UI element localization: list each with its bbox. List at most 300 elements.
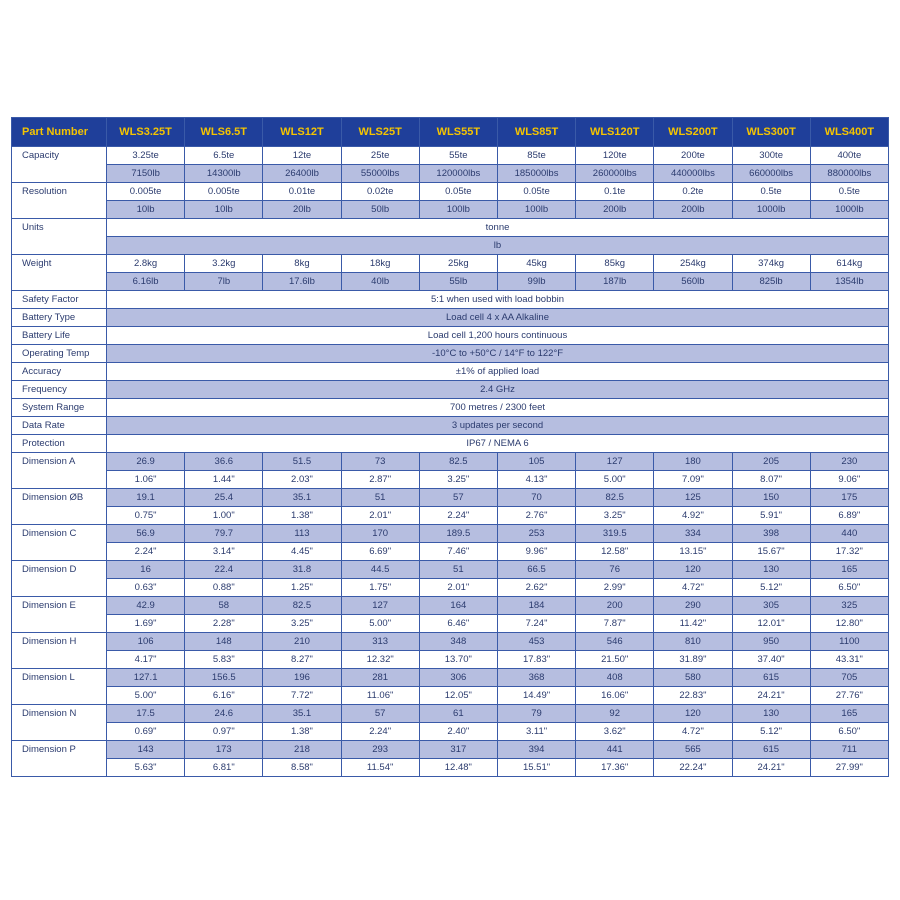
spanning-value-cell: Load cell 4 x AA Alkaline [107,309,889,327]
value-cell: 1000lb [810,201,888,219]
value-cell: 306 [419,669,497,687]
value-cell: 2.99" [576,579,654,597]
value-cell: 14.49" [497,687,575,705]
value-cell: 660000lbs [732,165,810,183]
value-cell: 1.25" [263,579,341,597]
value-cell: 180 [654,453,732,471]
value-cell: 1.69" [107,615,185,633]
value-cell: 1.38" [263,723,341,741]
value-cell: 170 [341,525,419,543]
value-cell: 230 [810,453,888,471]
value-cell: 11.42" [654,615,732,633]
value-cell: 27.99" [810,759,888,777]
value-cell: 3.62" [576,723,654,741]
value-cell: 453 [497,633,575,651]
value-cell: 13.15" [654,543,732,561]
value-cell: 12.80" [810,615,888,633]
value-cell: 950 [732,633,810,651]
table-row [12,219,889,237]
value-cell: 0.005te [185,183,263,201]
value-cell: 711 [810,741,888,759]
value-cell: 5.00" [107,687,185,705]
value-cell: 35.1 [263,489,341,507]
row-label: System Range [12,399,107,417]
value-cell: 45kg [497,255,575,273]
value-cell: 164 [419,597,497,615]
value-cell: 44.5 [341,561,419,579]
value-cell: 3.25" [263,615,341,633]
value-cell: 7.46" [419,543,497,561]
value-cell: 127.1 [107,669,185,687]
value-cell: 82.5 [263,597,341,615]
value-cell: 25kg [419,255,497,273]
column-header: WLS6.5T [185,118,263,147]
value-cell: 12.01" [732,615,810,633]
value-cell: 254kg [654,255,732,273]
table-row [12,507,889,525]
table-row [12,615,889,633]
value-cell: 42.9 [107,597,185,615]
value-cell: 1.38" [263,507,341,525]
value-cell: 3.25" [576,507,654,525]
value-cell: 57 [341,705,419,723]
value-cell: 185000lbs [497,165,575,183]
value-cell: 5.63" [107,759,185,777]
value-cell: 6.50" [810,579,888,597]
value-cell: 120000lbs [419,165,497,183]
table-header [12,118,889,147]
value-cell: 374kg [732,255,810,273]
value-cell: 100lb [497,201,575,219]
value-cell: 14300lb [185,165,263,183]
row-label: Dimension A [12,453,107,489]
value-cell: 31.89" [654,651,732,669]
value-cell: 5.91" [732,507,810,525]
table-row [12,669,889,687]
value-cell: 55te [419,147,497,165]
table-row [12,147,889,165]
value-cell: 11.06" [341,687,419,705]
value-cell: 17.32" [810,543,888,561]
row-label: Data Rate [12,417,107,435]
table-row [12,705,889,723]
value-cell: 173 [185,741,263,759]
value-cell: 79.7 [185,525,263,543]
row-label: Dimension H [12,633,107,669]
value-cell: 0.01te [263,183,341,201]
value-cell: 218 [263,741,341,759]
value-cell: 24.6 [185,705,263,723]
value-cell: 8.58" [263,759,341,777]
value-cell: 7.87" [576,615,654,633]
value-cell: 334 [654,525,732,543]
value-cell: 200lb [576,201,654,219]
table-row [12,417,889,435]
row-label: Accuracy [12,363,107,381]
value-cell: 810 [654,633,732,651]
row-label: Dimension D [12,561,107,597]
value-cell: 82.5 [576,489,654,507]
value-cell: 2.76" [497,507,575,525]
value-cell: 441 [576,741,654,759]
value-cell: 7.72" [263,687,341,705]
value-cell: 127 [341,597,419,615]
value-cell: 6.46" [419,615,497,633]
value-cell: 8kg [263,255,341,273]
row-label: Battery Life [12,327,107,345]
spanning-value-cell: tonne [107,219,889,237]
spanning-value-cell: 700 metres / 2300 feet [107,399,889,417]
value-cell: 2.24" [107,543,185,561]
value-cell: 100lb [419,201,497,219]
value-cell: 143 [107,741,185,759]
value-cell: 880000lbs [810,165,888,183]
value-cell: 0.5te [810,183,888,201]
row-label: Resolution [12,183,107,219]
value-cell: 76 [576,561,654,579]
value-cell: 6.50" [810,723,888,741]
value-cell: 127 [576,453,654,471]
column-header: WLS25T [341,118,419,147]
value-cell: 546 [576,633,654,651]
value-cell: 9.96" [497,543,575,561]
spanning-value-cell: 5:1 when used with load bobbin [107,291,889,309]
table-row [12,399,889,417]
table-row [12,525,889,543]
column-header: WLS3.25T [107,118,185,147]
value-cell: 5.12" [732,723,810,741]
column-header: WLS400T [810,118,888,147]
value-cell: 150 [732,489,810,507]
value-cell: 0.5te [732,183,810,201]
value-cell: 120 [654,705,732,723]
value-cell: 58 [185,597,263,615]
value-cell: 85kg [576,255,654,273]
value-cell: 51 [341,489,419,507]
value-cell: 0.88" [185,579,263,597]
value-cell: 6.16lb [107,273,185,291]
table-row [12,489,889,507]
value-cell: 18kg [341,255,419,273]
value-cell: 17.83" [497,651,575,669]
value-cell: 184 [497,597,575,615]
value-cell: 5.12" [732,579,810,597]
value-cell: 368 [497,669,575,687]
value-cell: 4.72" [654,723,732,741]
value-cell: 6.5te [185,147,263,165]
table-row [12,579,889,597]
value-cell: 210 [263,633,341,651]
value-cell: 440000lbs [654,165,732,183]
table-row [12,453,889,471]
value-cell: 0.05te [419,183,497,201]
value-cell: 2.03" [263,471,341,489]
value-cell: 36.6 [185,453,263,471]
row-label: Capacity [12,147,107,183]
value-cell: 12.58" [576,543,654,561]
value-cell: 348 [419,633,497,651]
value-cell: 2.28" [185,615,263,633]
value-cell: 0.02te [341,183,419,201]
value-cell: 440 [810,525,888,543]
table-row [12,201,889,219]
row-label: Dimension ØB [12,489,107,525]
value-cell: 51.5 [263,453,341,471]
value-cell: 305 [732,597,810,615]
value-cell: 565 [654,741,732,759]
value-cell: 16 [107,561,185,579]
row-label: Dimension E [12,597,107,633]
value-cell: 7.09" [654,471,732,489]
row-label: Dimension P [12,741,107,777]
table-row [12,471,889,489]
value-cell: 0.69" [107,723,185,741]
value-cell: 40lb [341,273,419,291]
value-cell: 175 [810,489,888,507]
value-cell: 79 [497,705,575,723]
value-cell: 6.69" [341,543,419,561]
table-row [12,687,889,705]
value-cell: 25te [341,147,419,165]
value-cell: 260000lbs [576,165,654,183]
value-cell: 50lb [341,201,419,219]
value-cell: 290 [654,597,732,615]
column-header: WLS120T [576,118,654,147]
value-cell: 3.2kg [185,255,263,273]
spanning-value-cell: -10°C to +50°C / 14°F to 122°F [107,345,889,363]
value-cell: 0.63" [107,579,185,597]
value-cell: 70 [497,489,575,507]
value-cell: 4.45" [263,543,341,561]
spanning-value-cell: 2.4 GHz [107,381,889,399]
column-header: WLS55T [419,118,497,147]
value-cell: 15.67" [732,543,810,561]
value-cell: 56.9 [107,525,185,543]
value-cell: 16.06" [576,687,654,705]
value-cell: 22.83" [654,687,732,705]
value-cell: 4.13" [497,471,575,489]
table-body [12,147,889,777]
value-cell: 313 [341,633,419,651]
header-row [12,118,889,147]
value-cell: 12.32" [341,651,419,669]
value-cell: 2.01" [341,507,419,525]
table-row [12,741,889,759]
value-cell: 82.5 [419,453,497,471]
value-cell: 21.50" [576,651,654,669]
table-row [12,381,889,399]
value-cell: 130 [732,561,810,579]
row-label: Battery Type [12,309,107,327]
value-cell: 614kg [810,255,888,273]
spanning-value-cell: ±1% of applied load [107,363,889,381]
table-row [12,183,889,201]
value-cell: 8.27" [263,651,341,669]
column-header: WLS85T [497,118,575,147]
value-cell: 12.05" [419,687,497,705]
value-cell: 580 [654,669,732,687]
value-cell: 398 [732,525,810,543]
value-cell: 2.87" [341,471,419,489]
value-cell: 165 [810,705,888,723]
value-cell: 200te [654,147,732,165]
value-cell: 1.44" [185,471,263,489]
value-cell: 2.8kg [107,255,185,273]
value-cell: 293 [341,741,419,759]
table-row [12,597,889,615]
value-cell: 253 [497,525,575,543]
value-cell: 0.1te [576,183,654,201]
table-row [12,435,889,453]
value-cell: 26400lb [263,165,341,183]
value-cell: 8.07" [732,471,810,489]
spanning-value-cell: 3 updates per second [107,417,889,435]
column-header: WLS300T [732,118,810,147]
value-cell: 325 [810,597,888,615]
spec-table [11,117,889,777]
value-cell: 17.6lb [263,273,341,291]
value-cell: 200lb [654,201,732,219]
value-cell: 0.75" [107,507,185,525]
value-cell: 99lb [497,273,575,291]
value-cell: 24.21" [732,687,810,705]
value-cell: 92 [576,705,654,723]
table-row [12,363,889,381]
value-cell: 165 [810,561,888,579]
value-cell: 408 [576,669,654,687]
value-cell: 35.1 [263,705,341,723]
value-cell: 66.5 [497,561,575,579]
value-cell: 51 [419,561,497,579]
table-row [12,291,889,309]
value-cell: 27.76" [810,687,888,705]
table-row [12,345,889,363]
row-label: Operating Temp [12,345,107,363]
value-cell: 7150lb [107,165,185,183]
table-row [12,633,889,651]
column-header: WLS12T [263,118,341,147]
value-cell: 615 [732,741,810,759]
value-cell: 300te [732,147,810,165]
value-cell: 0.05te [497,183,575,201]
value-cell: 85te [497,147,575,165]
table-row [12,273,889,291]
row-label: Dimension L [12,669,107,705]
value-cell: 2.24" [419,507,497,525]
row-label: Units [12,219,107,255]
row-label: Dimension C [12,525,107,561]
value-cell: 281 [341,669,419,687]
value-cell: 22.4 [185,561,263,579]
value-cell: 20lb [263,201,341,219]
value-cell: 43.31" [810,651,888,669]
spanning-value-cell: Load cell 1,200 hours continuous [107,327,889,345]
value-cell: 1.00" [185,507,263,525]
value-cell: 55000lbs [341,165,419,183]
value-cell: 0.2te [654,183,732,201]
value-cell: 200 [576,597,654,615]
table-row [12,237,889,255]
value-cell: 25.4 [185,489,263,507]
value-cell: 19.1 [107,489,185,507]
table-row [12,723,889,741]
value-cell: 24.21" [732,759,810,777]
value-cell: 187lb [576,273,654,291]
spanning-value-cell: lb [107,237,889,255]
value-cell: 17.36" [576,759,654,777]
value-cell: 2.40" [419,723,497,741]
row-label: Frequency [12,381,107,399]
value-cell: 3.14" [185,543,263,561]
value-cell: 12.48" [419,759,497,777]
value-cell: 17.5 [107,705,185,723]
value-cell: 2.01" [419,579,497,597]
value-cell: 1.06" [107,471,185,489]
value-cell: 6.81" [185,759,263,777]
value-cell: 26.9 [107,453,185,471]
value-cell: 3.25" [419,471,497,489]
value-cell: 2.62" [497,579,575,597]
value-cell: 106 [107,633,185,651]
value-cell: 148 [185,633,263,651]
value-cell: 1.75" [341,579,419,597]
value-cell: 400te [810,147,888,165]
table-row [12,651,889,669]
table-row [12,543,889,561]
row-label: Safety Factor [12,291,107,309]
value-cell: 1000lb [732,201,810,219]
value-cell: 825lb [732,273,810,291]
table-row [12,759,889,777]
value-cell: 394 [497,741,575,759]
value-cell: 55lb [419,273,497,291]
value-cell: 4.72" [654,579,732,597]
value-cell: 5.83" [185,651,263,669]
row-label: Weight [12,255,107,291]
table-row [12,309,889,327]
value-cell: 113 [263,525,341,543]
value-cell: 156.5 [185,669,263,687]
value-cell: 1354lb [810,273,888,291]
column-header-part-number: Part Number [12,118,107,147]
row-label: Protection [12,435,107,453]
value-cell: 5.00" [576,471,654,489]
value-cell: 120 [654,561,732,579]
table-row [12,165,889,183]
value-cell: 120te [576,147,654,165]
table-row [12,327,889,345]
value-cell: 0.005te [107,183,185,201]
value-cell: 12te [263,147,341,165]
value-cell: 22.24" [654,759,732,777]
value-cell: 10lb [185,201,263,219]
value-cell: 196 [263,669,341,687]
value-cell: 130 [732,705,810,723]
value-cell: 10lb [107,201,185,219]
value-cell: 0.97" [185,723,263,741]
value-cell: 189.5 [419,525,497,543]
value-cell: 317 [419,741,497,759]
column-header: WLS200T [654,118,732,147]
value-cell: 560lb [654,273,732,291]
value-cell: 6.16" [185,687,263,705]
value-cell: 15.51" [497,759,575,777]
value-cell: 37.40" [732,651,810,669]
value-cell: 105 [497,453,575,471]
value-cell: 125 [654,489,732,507]
value-cell: 61 [419,705,497,723]
table-row [12,561,889,579]
